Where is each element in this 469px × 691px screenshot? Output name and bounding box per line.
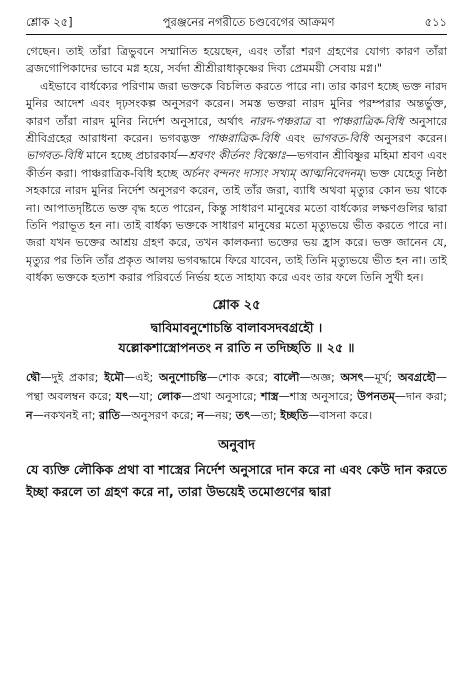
synonym-word: উপনতম্ — [357, 389, 395, 403]
synonym-dash: — — [308, 408, 320, 422]
synonym-meaning: যা; — [139, 389, 158, 403]
italic-term: অর্চনং বন্দনং দাস্যং সখ্যম্ আত্মনিবেদনম্ — [181, 166, 363, 180]
synonym-dash: — — [435, 370, 448, 384]
synonym-word: অসৎ — [340, 370, 364, 384]
synonym-meaning: মূর্খ; — [374, 370, 398, 384]
synonym-meaning: দান করা; — [405, 389, 447, 403]
verse-line-2: যল্লোকশাস্ত্রোপনতং ন রাতি ন তদিচ্ছতি ॥ ২৫ ॥ — [118, 339, 355, 355]
synonym-meaning: তা; — [261, 408, 281, 422]
translation-heading: অনুবাদ — [218, 437, 255, 453]
synonym-dash: — — [40, 370, 52, 384]
synonym-meaning: বাসনা করে। — [319, 408, 373, 422]
synonym-dash: — — [203, 408, 216, 422]
synonym-meaning: শাস্ত্র অনুসারে; — [289, 389, 358, 403]
synonym-dash: — — [123, 370, 136, 384]
synonym-dash: — — [128, 389, 140, 403]
synonym-word: বালৌ — [273, 370, 300, 384]
verse-line-1: দ্বাবিমাবনুশোচন্তি বালাবসদবগ্রহৌ । — [150, 319, 323, 335]
running-header — [26, 14, 447, 32]
synonym-meaning: অজ্ঞ; — [310, 370, 341, 384]
purport-paragraph-1: গেছেন। তাই তাঁরা ত্রিভুবনে সম্মানিত হয়েছেন, এবং তাঁরা শরণ গ্রহণের যোগ্য কারণ তাঁরা ব্রজগোপিকাদের ভাবে মগ্ন হয়ে, সর্বদা শ্রীশ্রীরাধাকৃষ্ণের দিব্য প্রেমময়ী সেবায় মগ্ন।" — [26, 45, 447, 76]
translation-text: যে ব্যক্তি লৌকিক প্রথা বা শাস্ত্রের নির্দেশ অনুসারে দান করে না এবং কেউ দান করতে ইচ্ছা করলে তা গ্রহণ করে না, তারা উভয়েই তমোগুণের দ্বারা — [26, 461, 447, 499]
synonym-meaning: শোক করে; — [217, 370, 274, 384]
synonym-dash: — — [120, 408, 132, 422]
page-number: ৫১১ — [424, 15, 447, 29]
synonym-dash: — — [250, 408, 262, 422]
synonym-meaning: এই; — [135, 370, 159, 384]
synonym-word: ন — [26, 408, 33, 422]
synonym-word: অবগ্রহৌ — [397, 370, 436, 384]
synonym-meaning: নয়; — [215, 408, 236, 422]
italic-term: পাঞ্চরাত্রিক-বিধি — [331, 114, 404, 128]
synonym-word: অনুশোচন্তি — [159, 370, 207, 384]
synonym-word: রাতি — [99, 408, 121, 422]
synonym-meaning: পন্থা অবলম্বন করে; — [26, 389, 116, 403]
synonym-dash: — — [299, 370, 311, 384]
synonym-word: ন — [197, 408, 204, 422]
synonym-word: তৎ — [235, 408, 251, 422]
synonym-word: যৎ — [115, 389, 129, 403]
purport-paragraph-2 — [26, 78, 447, 287]
italic-term: ভাগবত-বিধি — [311, 132, 369, 146]
synonym-meaning: প্রথা অনুসারে; — [192, 389, 262, 403]
synonym-dash: — — [181, 389, 193, 403]
header-verse-ref: শ্লোক ২৫] — [26, 15, 73, 29]
synonym-dash: — — [206, 370, 218, 384]
header-chapter-title: পুরঞ্জনের নগরীতে চণ্ডবেগের আক্রমণ — [162, 15, 335, 29]
synonym-meaning: অনুসরণ করে; — [131, 408, 198, 422]
synonym-meaning: দুই প্রকার; — [51, 370, 105, 384]
word-for-word-synonyms — [26, 368, 447, 425]
italic-term: ভাগবত-বিধি — [26, 149, 83, 163]
header-rule — [26, 34, 447, 35]
text-run: অনুসরণ করেন। — [368, 132, 447, 146]
synonym-word: শাস্ত্র — [261, 389, 279, 403]
synonym-dash: — — [278, 389, 290, 403]
text-run: অনুসারে শ্রীবিগ্রহের আরাধনা করেন। ভগবদ্ভক্ত — [26, 114, 447, 146]
text-run: —ভগবান শ্রীবিষ্ণুর মহিমা শ্রবণ এবং কীর্তন করা। পাঞ্চরাত্রিক-বিধি হচ্ছে — [26, 149, 447, 180]
synonym-word: দ্বৌ — [26, 370, 41, 384]
synonym-word: লোক — [157, 389, 182, 403]
text-run: । ভক্ত যেহেতু নিষ্ঠা সহকারে নারদ মুনির নির্দেশ অনুসরণ করেন, তাই তাঁর জরা, ব্যাধি অথবা মৃত্যুর কোন ভয় থাকে না। আপাতদৃষ্টিতে ভক্ত বৃদ্ধ হতে পারেন, কিন্তু সাধারণ মানুষের মতো বার্ধক্যের লক্ষণগুলির দ্বারা তিনি পরাভূত হন না। তাই বার্ধক্য ভক্তকে সাধারণ মানুষের মতো মৃত্যুভয়ে ভীত করতে পারে না। জরা যখন ভক্তের আশ্রয় গ্রহণ করে, তখন কালকন্যা ভক্তের ভয় হ্রাস করে। ভক্ত জানেন যে, মৃত্যুর পর তিনি তাঁর প্রকৃত আলয় ভগবদ্ধামে ফিরে যাবেন, তাই তিনি মৃত্যুভয়ে ভীত হন না। তাই বার্ধক্য ভক্তকে হতাশ করার পরিবর্তে নির্ভয় হতে সাহায্য করে এবং তার ফলে তিনি সুখী হন। — [26, 166, 447, 285]
italic-term: পাঞ্চরাত্রিক-বিধি — [206, 132, 280, 146]
text-run: এইভাবে বার্ধক্যের পরিণাম জরা ভক্তকে বিচলিত করতে পারে না। তার কারণ হচ্ছে ভক্ত নারদ মুনির আদেশ এবং দৃঢ়সংকল্প অনুসরণ করেন। সমস্ত ভক্তরা নারদ মুনির পরম্পরার অন্তর্ভুক্ত, কারণ তাঁরা নারদ মুনির নির্দেশ অনুসারে, অর্থাৎ — [26, 79, 447, 128]
synonym-word: ইচ্ছতি — [280, 408, 309, 422]
synonym-dash: — — [32, 408, 44, 422]
italic-term: নারদ-পঞ্চরাত্র — [249, 114, 311, 128]
text-run: এবং — [279, 132, 312, 146]
synonym-word: ইমৌ — [104, 370, 124, 384]
text-run: বা — [310, 114, 332, 128]
synonym-dash: — — [394, 389, 406, 403]
italic-term: শ্রবণং কীর্তনং বিষ্ণোঃ — [188, 149, 286, 163]
synonym-meaning: নকখনই না; — [43, 408, 100, 422]
synonym-dash: — — [363, 370, 375, 384]
text-run: মানে হচ্ছে প্রচারকার্য— — [82, 149, 189, 163]
verse-heading: শ্লোক ২৫ — [212, 297, 261, 313]
